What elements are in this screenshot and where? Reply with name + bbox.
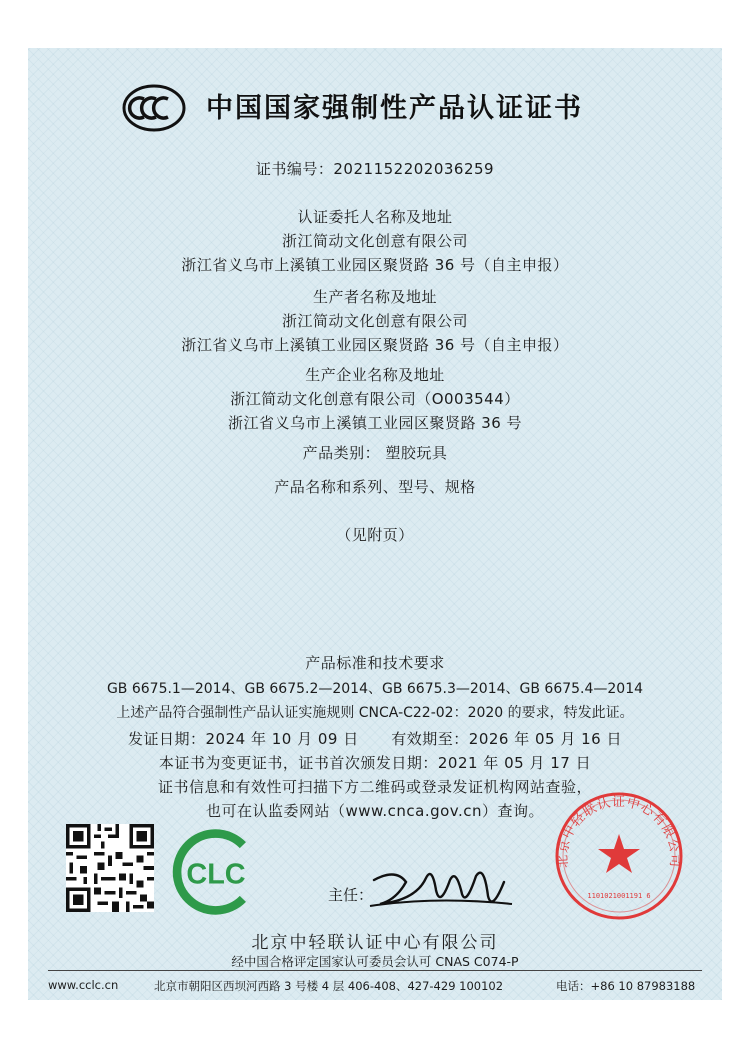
issue-date: 发证日期：2024 年 10 月 09 日	[128, 730, 359, 748]
applicant-heading: 认证委托人名称及地址	[297, 208, 453, 226]
product-category: 产品类别： 塑胶玩具	[302, 444, 448, 462]
clc-logo	[168, 824, 264, 920]
standards-heading: 产品标准和技术要求	[305, 654, 445, 672]
manufacturer-heading: 生产者名称及地址	[312, 288, 437, 306]
accreditation-note: 经中国合格评定国家认可委员会认可 CNAS C074-P	[231, 954, 519, 969]
director-label: 主任：	[328, 886, 374, 904]
issuing-organization: 北京中轻联认证中心有限公司	[251, 933, 499, 953]
clc-logo-text: CLC	[186, 858, 246, 891]
valid-until-date: 有效期至：2026 年 05 月 16 日	[391, 730, 622, 748]
manufacturer-name: 浙江简动文化创意有限公司	[281, 312, 468, 330]
certificate	[28, 48, 722, 1000]
seal-text: 北京中轻联认证中心有限公司	[555, 795, 683, 869]
factory-name: 浙江简动文化创意有限公司（O003544）	[230, 390, 520, 408]
standards-list: GB 6675.1—2014、GB 6675.2—2014、GB 6675.3—2014、GB 6675.4—2014	[106, 681, 644, 697]
footer-address: 北京市朝阳区西坝河西路 3 号楼 4 层 406-408、427-429 100102	[154, 979, 504, 993]
manufacturer-address: 浙江省义乌市上溪镇工业园区聚贤路 36 号（自主申报）	[181, 336, 569, 354]
footer-divider	[48, 970, 702, 971]
certificate-title: 中国国家强制性产品认证证书	[206, 93, 583, 124]
compliance-statement: 上述产品符合强制性产品认证实施规则 CNCA-C22-02：2020 的要求，特发此证。	[116, 705, 634, 721]
applicant-name: 浙江简动文化创意有限公司	[281, 232, 468, 250]
qr-code[interactable]	[66, 824, 154, 912]
footer-website[interactable]: www.cclc.cn	[48, 978, 119, 992]
ccc-logo	[122, 84, 186, 132]
see-attached: （见附页）	[336, 526, 414, 544]
verify-note-1: 证书信息和有效性可扫描下方二维码或登录发证机构网站查验，	[157, 778, 592, 796]
footer-phone: 电话：+86 10 87983188	[556, 979, 696, 993]
seal-number: 1101021001191 6	[587, 892, 651, 900]
factory-address: 浙江省义乌市上溪镇工业园区聚贤路 36 号	[227, 414, 523, 432]
change-note: 本证书为变更证书，证书首次颁发日期：2021 年 05 月 17 日	[158, 754, 592, 772]
applicant-address: 浙江省义乌市上溪镇工业园区聚贤路 36 号（自主申报）	[181, 256, 569, 274]
verify-note-2: 也可在认监委网站（www.cnca.gov.cn）查询。	[205, 802, 545, 820]
certificate-number: 证书编号：2021152202036259	[255, 160, 495, 178]
product-name-heading: 产品名称和系列、型号、规格	[274, 478, 476, 496]
official-seal	[553, 790, 685, 922]
factory-heading: 生产企业名称及地址	[305, 366, 445, 384]
dates-row	[28, 728, 722, 749]
director-signature	[366, 860, 516, 916]
